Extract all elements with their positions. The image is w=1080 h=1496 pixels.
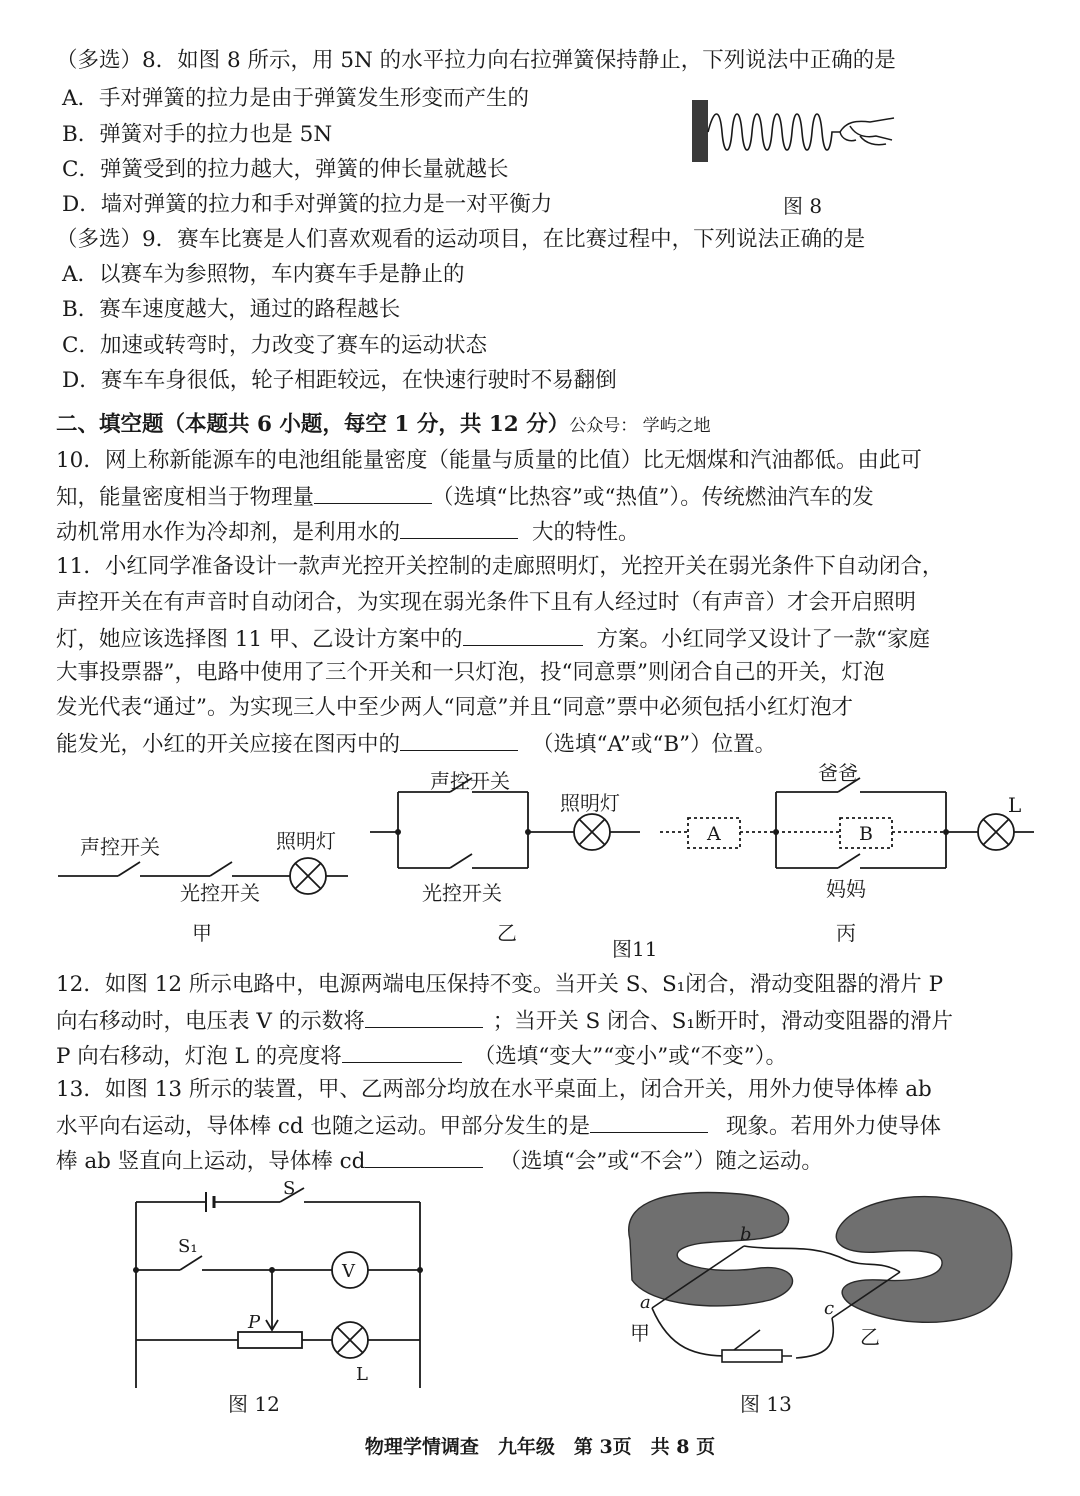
bing-lamp-label: L (1008, 793, 1022, 817)
figure-13-caption: 图 13 (740, 1392, 792, 1416)
q10-text-3b: 大的特性。 (532, 520, 640, 545)
q11-line-4: 大事投票器”，电路中使用了三个开关和一只灯泡，投“同意票”则闭合自己的开关，灯泡 (56, 660, 885, 685)
q10-line-1: 10．网上称新能源车的电池组能量密度（能量与质量的比值）比无烟煤和汽油都低。由此可 (56, 448, 922, 473)
fig13-b-label: b (740, 1224, 752, 1245)
q13-line-2 (56, 1110, 1040, 1142)
q11-text-3a: 灯，她应该选择图 11 甲、乙设计方案中的 (56, 627, 463, 652)
q12-answer-blank-1[interactable] (365, 1005, 483, 1028)
fig12-junction-right (417, 1267, 423, 1273)
yi-light-label: 照明灯 (560, 791, 620, 815)
figure-13-apparatus (610, 1180, 1030, 1390)
q13-text-3a: 棒 ab 竖直向上运动，导体棒 cd (56, 1149, 366, 1174)
q10-text-3a: 动机常用水作为冷却剂，是利用水的 (56, 520, 401, 545)
q13-text-3b: （选填“会”或“不会”）随之运动。 (499, 1149, 823, 1174)
yi-sound-switch-label: 声控开关 (430, 769, 510, 793)
yi-light-switch-label: 光控开关 (422, 881, 502, 905)
q10-text-2b: （选填“比热容”或“热值”）。传统燃油汽车的发 (432, 485, 874, 510)
figure-8-spring (680, 96, 910, 166)
figure-12-circuit (120, 1180, 450, 1410)
q12-line-1: 12．如图 12 所示电路中，电源两端电压保持不变。当开关 S、S₁闭合，滑动变阻器的滑片 P (56, 972, 944, 997)
figure-8-caption: 图 8 (783, 194, 823, 218)
spring-coils (708, 114, 840, 150)
q9-stem: （多选）9．赛车比赛是人们喜欢观看的运动项目，在比赛过程中，下列说法正确的是 (56, 227, 866, 252)
q9-option-b: B．赛车速度越大，通过的路程越长 (62, 297, 401, 322)
yi-label: 乙 (497, 921, 517, 945)
q10-answer-blank-1[interactable] (314, 481, 432, 504)
q12-line-3 (56, 1040, 1040, 1072)
watermark-text: 公众号： 学屿之地 (569, 416, 711, 436)
section-2-heading (56, 410, 1040, 441)
q12-text-3b: （选填“变大”“变小”或“不变”）。 (473, 1044, 787, 1069)
q8-stem: （多选）8．如图 8 所示，用 5N 的水平拉力向右拉弹簧保持静止，下列说法中正确的是 (56, 48, 896, 73)
q8-option-a: A．手对弹簧的拉力是由于弹簧发生形变而产生的 (62, 86, 530, 111)
bing-dad-label: 爸爸 (818, 761, 858, 785)
bing-box-b-label: B (859, 823, 873, 845)
jia-light-label: 照明灯 (276, 829, 336, 853)
bing-box-a-label: A (707, 823, 721, 845)
q8-option-c: C．弹簧受到的拉力越大，弹簧的伸长量就越长 (62, 157, 509, 182)
q10-text-2a: 知，能量密度相当于物理量 (56, 485, 315, 510)
bing-mom-label: 妈妈 (826, 877, 866, 901)
jia-label: 甲 (192, 921, 212, 945)
section-2-title: 二、填空题（本题共 6 小题，每空 1 分，共 12 分） (56, 412, 570, 437)
fig12-junction-left (133, 1267, 139, 1273)
jia-light-switch-label: 光控开关 (180, 881, 260, 905)
q13-line-3 (56, 1145, 1040, 1177)
hand-icon (840, 118, 894, 145)
figure-11 (0, 760, 1080, 960)
yi-junction-left (395, 829, 401, 835)
q11-line-6 (56, 728, 1040, 760)
q11-answer-blank-1[interactable] (463, 623, 583, 646)
q13-text-2b: 现象。若用外力使导体 (725, 1114, 941, 1139)
yi-junction-right (525, 829, 531, 835)
q10-line-2 (56, 481, 1040, 513)
q9-option-d: D．赛车车身很低，轮子相距较远，在快速行驶时不易翻倒 (62, 368, 617, 393)
q12-text-2a: 向右移动时，电压表 V 的示数将 (56, 1009, 365, 1034)
figure-12-caption: 图 12 (228, 1392, 280, 1416)
figure-11-caption: 图11 (612, 937, 658, 960)
fig12-voltmeter-label: V (342, 1261, 355, 1282)
q13-text-2a: 水平向右运动，导体棒 cd 也随之运动。甲部分发生的是 (56, 1114, 590, 1139)
fig12-junction-middle (269, 1267, 275, 1273)
fig13-a-label: a (640, 1292, 651, 1313)
q9-option-c: C．加速或转弯时，力改变了赛车的运动状态 (62, 333, 487, 358)
bing-label: 丙 (836, 921, 856, 945)
q8-option-b: B．弹簧对手的拉力也是 5N (62, 122, 333, 147)
q11-text-3b: 方案。小红同学又设计了一款“家庭 (596, 627, 931, 652)
q13-answer-blank-1[interactable] (590, 1110, 708, 1133)
bing-junction-right (943, 829, 949, 835)
magnet-yi (836, 1197, 1011, 1323)
page-footer: 物理学情调查 九年级 第 3页 共 8 页 (364, 1436, 716, 1458)
q12-text-3a: P 向右移动，灯泡 L 的亮度将 (56, 1044, 342, 1069)
fig13-c-label: c (824, 1298, 835, 1319)
fig12-s1-label: S₁ (178, 1236, 198, 1257)
bing-junction-left (773, 829, 779, 835)
magnet-jia (629, 1193, 793, 1306)
q8-option-d: D．墙对弹簧的拉力和手对弹簧的拉力是一对平衡力 (62, 192, 553, 217)
q13-answer-blank-2[interactable] (365, 1145, 483, 1168)
fig13-yi-label: 乙 (860, 1325, 880, 1349)
q11-text-6b: （选填“A”或“B”）位置。 (532, 732, 777, 757)
fig12-lamp-label: L (356, 1364, 368, 1385)
q11-line-1: 11．小红同学准备设计一款声光控开关控制的走廊照明灯，光控开关在弱光条件下自动闭合， (56, 554, 944, 579)
q12-line-2 (56, 1005, 1040, 1037)
q12-answer-blank-2[interactable] (342, 1040, 462, 1063)
q11-text-6a: 能发光，小红的开关应接在图丙中的 (56, 732, 401, 757)
q9-option-a: A．以赛车为参照物，车内赛车手是静止的 (62, 262, 465, 287)
fig13-jia-label: 甲 (630, 1321, 650, 1345)
q10-line-3 (56, 516, 1040, 548)
q11-line-5: 发光代表“通过”。为实现三人中至少两人“同意”并且“同意”票中必须包括小红灯泡才 (56, 695, 853, 720)
q13-line-1: 13．如图 13 所示的装置，甲、乙两部分均放在水平桌面上，闭合开关，用外力使导体棒 ab (56, 1077, 932, 1102)
q11-answer-blank-2[interactable] (400, 728, 518, 751)
q12-text-2b: ；当开关 S 闭合、S₁断开时，滑动变阻器的滑片 (492, 1009, 953, 1034)
q10-answer-blank-2[interactable] (400, 516, 518, 539)
jia-sound-switch-label: 声控开关 (80, 835, 160, 859)
fig12-s-label: S (283, 1180, 296, 1199)
fig12-p-label: P (248, 1312, 261, 1333)
q11-line-3 (56, 623, 1040, 655)
q11-line-2: 声控开关在有声音时自动闭合，为实现在弱光条件下且有人经过时（有声音）才会开启照明 (56, 590, 917, 615)
